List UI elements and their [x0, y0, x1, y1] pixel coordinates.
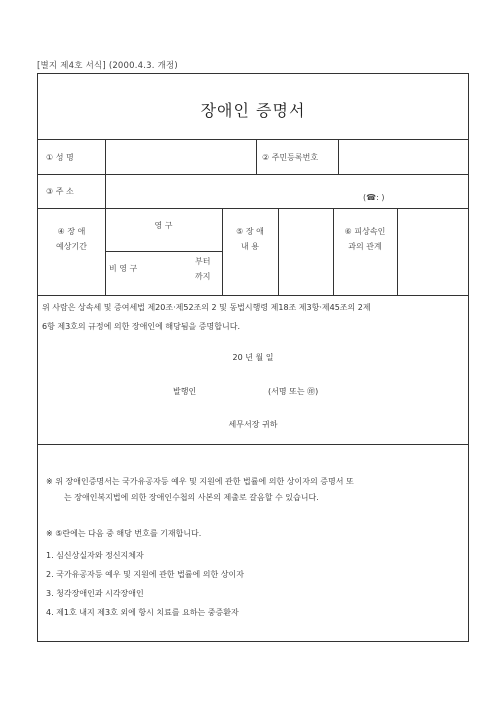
- disability-label: ⑤ 장 애: [236, 227, 264, 236]
- list-item: 3. 청각장애인과 시각장애인: [46, 589, 144, 598]
- disability-label-2: 내 용: [241, 242, 259, 251]
- rrn-label: ② 주민등록번호: [262, 153, 319, 162]
- note-1-line: ※ 위 장애인증명서는 국가유공자등 예우 및 지원에 관한 법률에 의한 상이자의 증명서 또: [46, 477, 354, 486]
- col-divider: [278, 208, 279, 295]
- permanent-option: 영 구: [154, 221, 173, 230]
- relation-label-2: 과의 관계: [348, 242, 382, 251]
- signature-label: (서명 또는 ㊞): [268, 387, 319, 396]
- list-item: 4. 제1호 내지 제3호 외에 항시 치료를 요하는 중증환자: [46, 608, 239, 617]
- note-1: [46, 476, 460, 503]
- col-divider: [256, 140, 257, 174]
- row-divider: [38, 208, 468, 209]
- note-1-line: 는 장애인복지법에 의한 장애인수첩의 사본의 제출로 갈음할 수 있습니다.: [64, 493, 319, 502]
- notes-divider: [38, 444, 468, 445]
- certification-statement: [42, 298, 464, 336]
- list-item: 1. 심신상실자와 정신지체자: [46, 551, 144, 560]
- name-label: ① 성 명: [46, 153, 74, 162]
- issuer-label: 발행인: [173, 387, 197, 396]
- certificate-form: [37, 73, 469, 642]
- row-divider: [38, 174, 468, 175]
- col-divider: [105, 140, 106, 295]
- page-title: 장애인 증명서: [200, 101, 306, 120]
- list-item: 2. 국가유공자등 예우 및 지원에 관한 법률에 의한 상이자: [46, 570, 244, 579]
- from-label: 부터: [195, 257, 211, 266]
- relation-label: ⑥ 피상속인: [344, 227, 386, 236]
- until-label: 까지: [195, 272, 211, 281]
- period-divider: [105, 251, 222, 252]
- address-label: ③ 주 소: [46, 187, 74, 196]
- period-label: ④ 장 애: [57, 227, 86, 236]
- note-2: ※ ⑤란에는 다음 중 해당 번호를 기재합니다.: [46, 529, 202, 538]
- date-line: 20 년 월 일: [232, 353, 274, 362]
- period-label-2: 예상기간: [56, 242, 87, 251]
- recipient-line: 세무서장 귀하: [228, 420, 278, 429]
- disability-code-list: [46, 546, 460, 622]
- info-table: [38, 139, 468, 296]
- col-divider: [397, 208, 398, 295]
- certification-line: 6항 제3호의 규정에 의한 장애인에 해당됨을 증명합니다.: [42, 322, 240, 331]
- col-divider: [338, 140, 339, 174]
- phone-label: (☎: ): [363, 193, 385, 202]
- certification-line: 위 사람은 상속세 및 증여세법 제20조·제52조의 2 및 동법시행령 제18조 제3항·제45조의 2제: [42, 303, 371, 312]
- nonpermanent-option: 비 영 구: [109, 264, 138, 273]
- form-number-note: [별지 제4호 서식] (2000.4.3. 개정): [37, 61, 178, 71]
